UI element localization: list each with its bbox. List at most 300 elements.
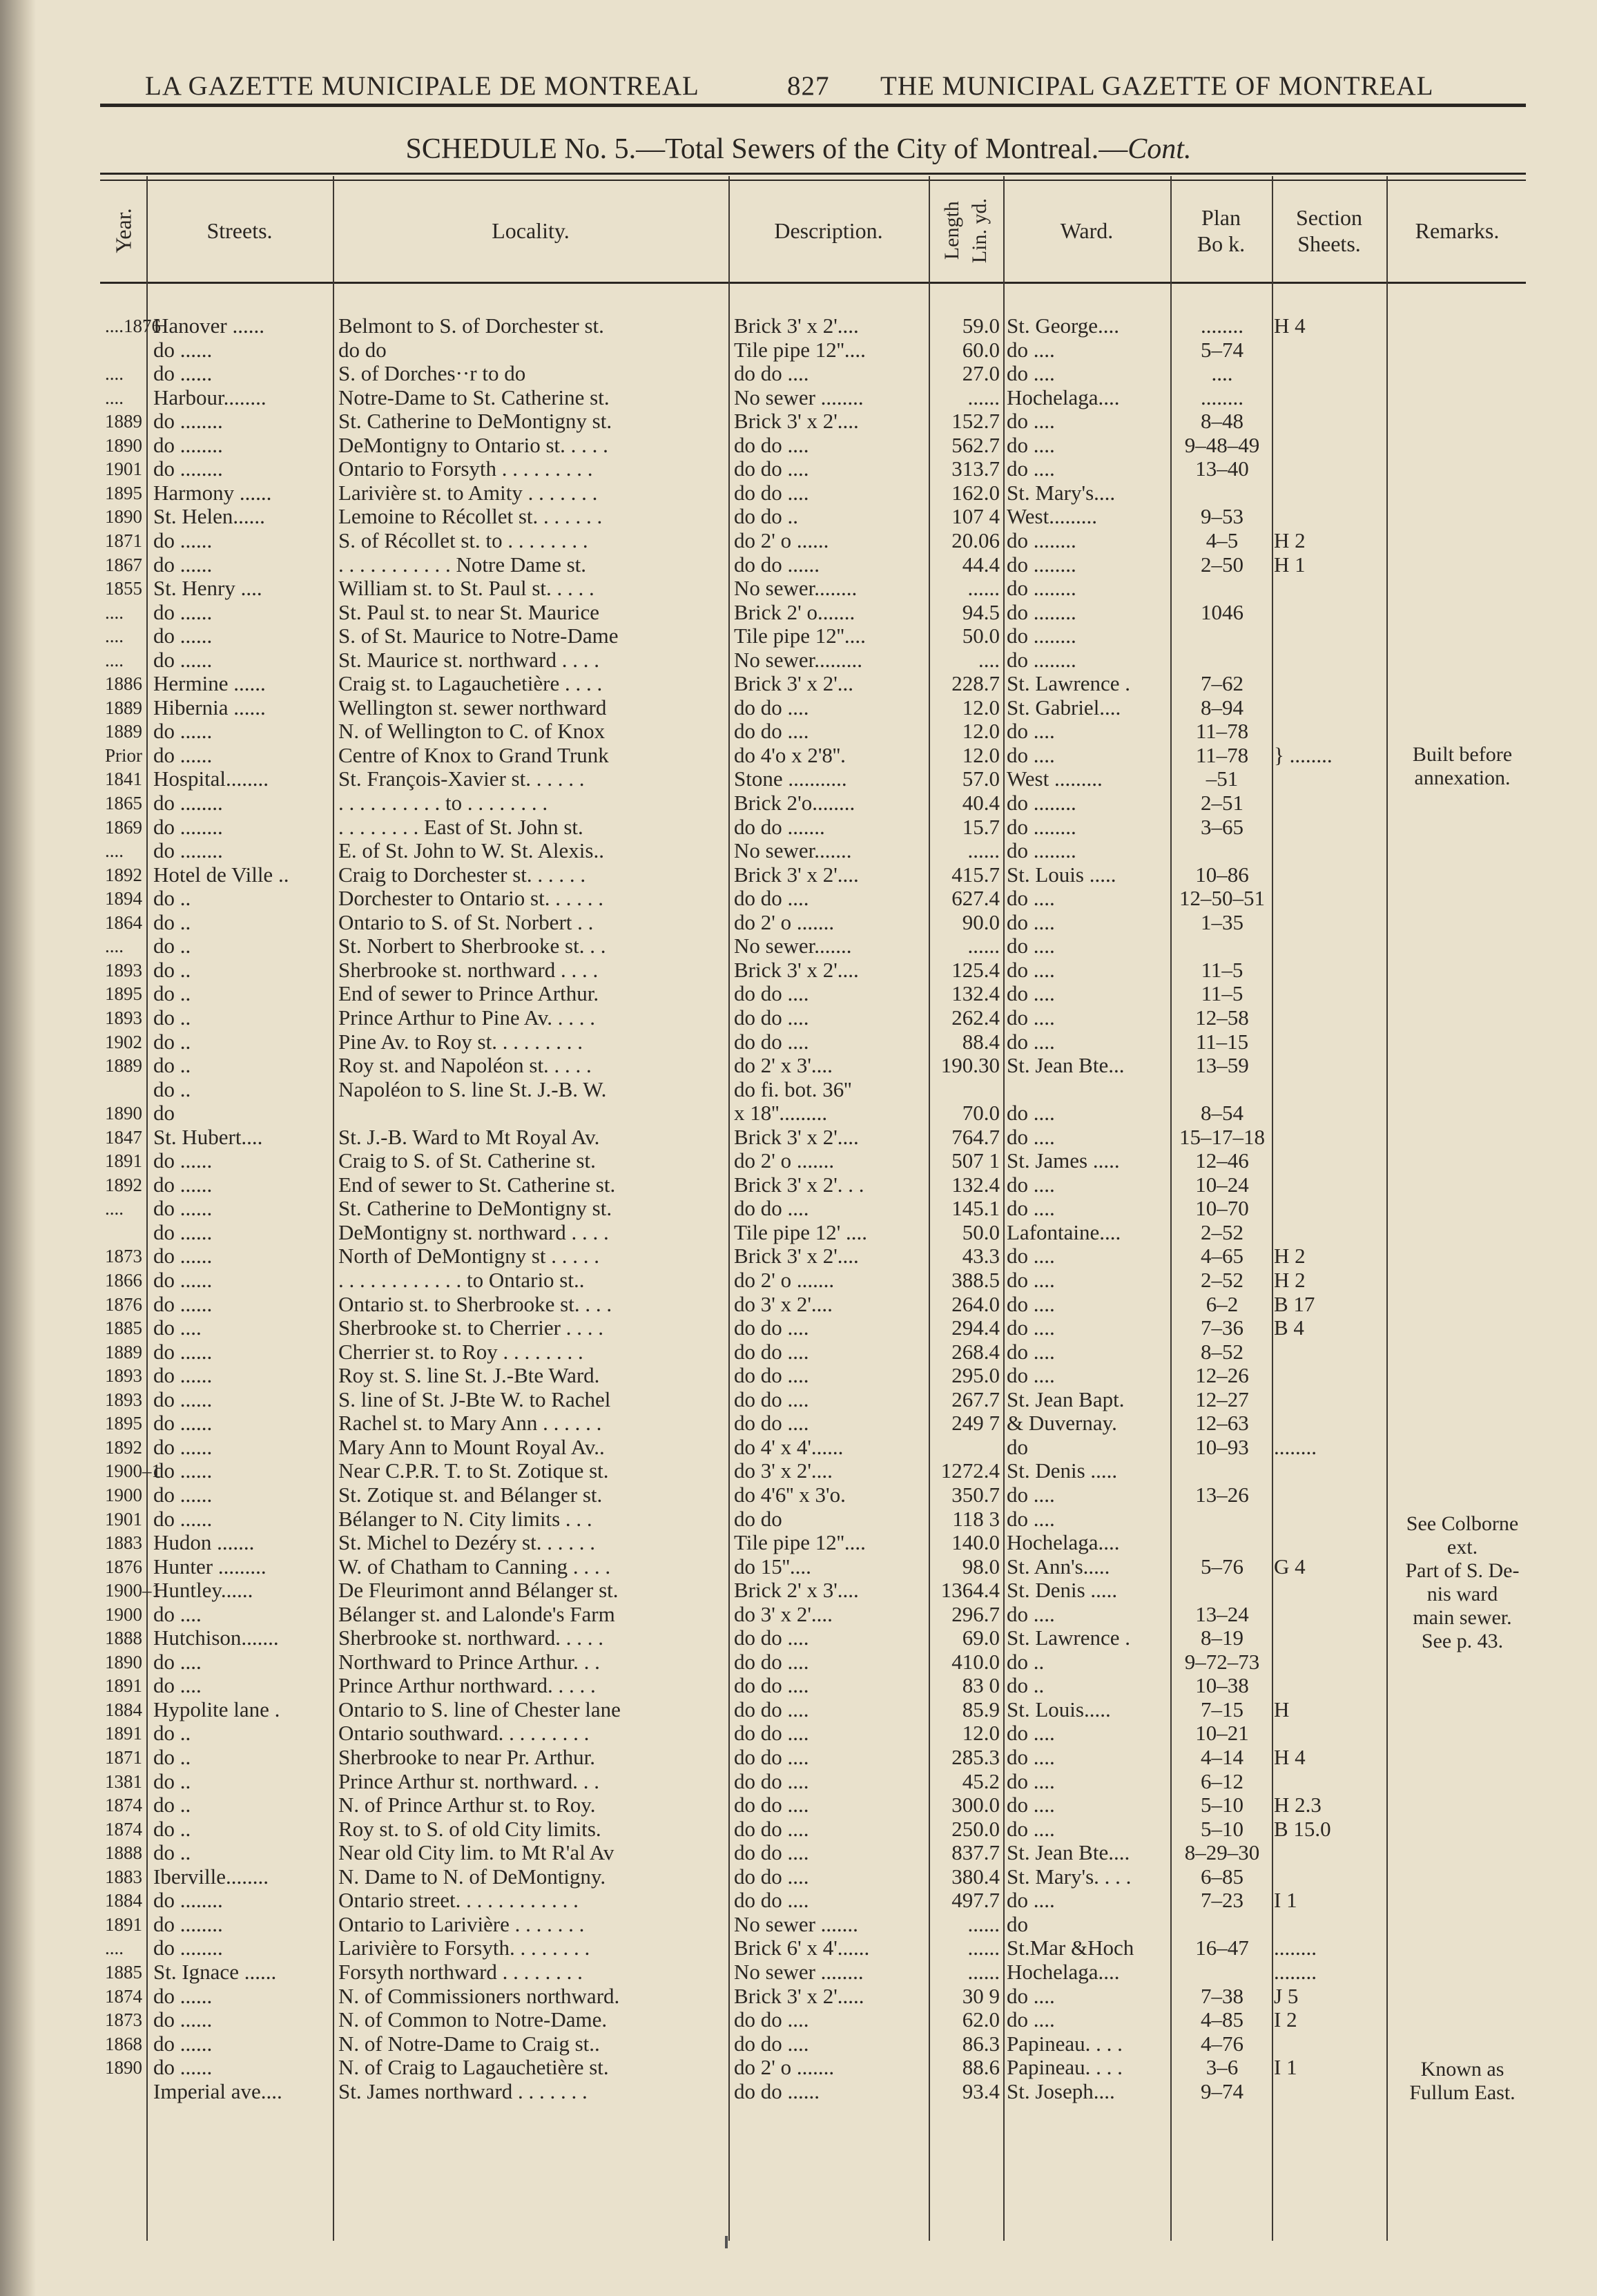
description-cell: do do ...... — [734, 2079, 820, 2103]
year-cell: 1902 — [105, 1032, 142, 1052]
plan-cell: 4–65 — [1201, 1244, 1243, 1268]
table-row — [0, 958, 1597, 982]
street-cell: do .. — [153, 910, 191, 934]
table-row — [0, 1483, 1597, 1507]
description-cell: Brick 3' x 2'.... — [734, 313, 859, 338]
table-row — [0, 1721, 1597, 1745]
street-cell: St. Henry .... — [153, 576, 262, 600]
description-cell: do 2' o ....... — [734, 2055, 835, 2079]
street-cell: Imperial ave.... — [153, 2079, 282, 2103]
section-cell: B 17 — [1274, 1292, 1315, 1316]
locality-cell: St. Michel to Dezéry st. . . . . . — [338, 1530, 595, 1554]
ward-cell: do .... — [1007, 1101, 1055, 1125]
description-cell: do 3' x 2'.... — [734, 1292, 833, 1316]
description-cell: Brick 3' x 2'..... — [734, 1984, 864, 2008]
table-row — [0, 338, 1597, 362]
street-cell: St. Ignace ...... — [153, 1960, 277, 1984]
street-cell: do ...... — [153, 1196, 213, 1220]
locality-cell: Lemoine to Récollet st. . . . . . . — [338, 504, 603, 528]
street-cell: Huntley...... — [153, 1578, 253, 1602]
year-cell: 1883 — [105, 1532, 142, 1553]
locality-cell: Dorchester to Ontario st. . . . . . — [338, 886, 603, 910]
length-cell: 262.4 — [951, 1005, 1000, 1030]
table-row — [0, 1936, 1597, 1960]
section-cell: I 1 — [1274, 1888, 1297, 1912]
description-cell: do do .... — [734, 719, 809, 743]
section-cell: J 5 — [1274, 1984, 1299, 2008]
plan-cell: 4–14 — [1201, 1745, 1243, 1769]
table-row — [0, 863, 1597, 887]
length-cell: 40.4 — [962, 791, 1000, 815]
year-cell: 1885 — [105, 1962, 142, 1983]
table-header-rule — [100, 282, 1526, 284]
street-cell: do ...... — [153, 743, 213, 767]
description-cell: Brick 2' o....... — [734, 600, 855, 624]
street-cell: do ...... — [153, 1435, 213, 1459]
description-cell: Tile pipe 12''.... — [734, 624, 866, 648]
locality-cell: N. Dame to N. of DeMontigny. — [338, 1864, 606, 1889]
ward-cell: West ......... — [1007, 766, 1103, 791]
year-cell: 1873 — [105, 2009, 142, 2030]
street-cell: St. Helen...... — [153, 504, 265, 528]
ward-cell: do .... — [1007, 1125, 1055, 1149]
table-row — [0, 1865, 1597, 1889]
plan-cell: 3–6 — [1206, 2055, 1239, 2079]
locality-cell: . . . . . . . . . . . . to Ontario st.. — [338, 1268, 585, 1292]
length-cell: 415.7 — [951, 862, 1000, 887]
year-cell: 1900–1 — [105, 1580, 161, 1601]
plan-cell: 2–52 — [1201, 1220, 1243, 1244]
length-cell: 45.2 — [962, 1769, 1000, 1793]
street-cell: do .... — [153, 1602, 202, 1626]
length-cell: 562.7 — [951, 433, 1000, 457]
locality-cell: Roy st. S. line St. J.-Bte Ward. — [338, 1363, 600, 1387]
locality-cell: Sherbrooke st. northward . . . . — [338, 958, 599, 982]
year-cell: .... — [105, 650, 124, 671]
year-cell: 1874 — [105, 1795, 142, 1815]
locality-cell: Cherrier st. to Roy . . . . . . . . — [338, 1340, 583, 1364]
ward-cell: do ........ — [1007, 624, 1076, 648]
year-cell: 1889 — [105, 411, 142, 432]
street-cell: Hermine ...... — [153, 671, 266, 695]
length-cell: 90.0 — [962, 910, 1000, 934]
length-cell: 30 9 — [962, 1984, 1000, 2008]
locality-cell: Craig st. to Lagauchetière . . . . — [338, 671, 603, 695]
ward-cell: do .... — [1007, 1196, 1055, 1220]
description-cell: do 2' o ....... — [734, 1148, 835, 1173]
ward-cell: Hochelaga.... — [1007, 1960, 1120, 1984]
description-cell: do do .... — [734, 1363, 809, 1387]
description-cell: do do .... — [734, 1745, 809, 1769]
locality-cell: Ontario to Larivière . . . . . . . — [338, 1912, 585, 1936]
description-cell: do do .... — [734, 1411, 809, 1435]
ward-cell: St. Denis ..... — [1007, 1458, 1118, 1483]
remark-see-colborne: See Colborne ext. Part of S. De- nis ward main sewer. See p. 43. — [1405, 1512, 1520, 1652]
length-cell: 83 0 — [962, 1673, 1000, 1697]
street-cell: do ...... — [153, 361, 213, 385]
year-cell: 1871 — [105, 1747, 142, 1768]
plan-cell: .... — [1211, 361, 1233, 385]
locality-cell: St. Norbert to Sherbrooke st. . . — [338, 934, 606, 958]
ward-cell: St. Jean Bte.... — [1007, 1840, 1130, 1864]
street-cell: do — [153, 1101, 175, 1125]
length-cell: 118 3 — [952, 1507, 1000, 1531]
plan-cell: 16–47 — [1195, 1936, 1249, 1960]
length-cell: 94.5 — [962, 600, 1000, 624]
locality-cell: N. of Notre-Dame to Craig st.. — [338, 2032, 600, 2056]
street-cell: Iberville........ — [153, 1864, 269, 1889]
table-row — [0, 1126, 1597, 1149]
length-cell: 627.4 — [951, 886, 1000, 910]
plan-cell: 5–10 — [1201, 1793, 1243, 1817]
locality-cell: S. line of St. J-Bte W. to Rachel — [338, 1387, 611, 1411]
description-cell: Tile pipe 12''.... — [734, 338, 866, 362]
locality-cell: Notre-Dame to St. Catherine st. — [338, 385, 610, 409]
plan-cell: 13–26 — [1195, 1483, 1249, 1507]
year-cell: 1895 — [105, 1413, 142, 1434]
year-cell: .... — [105, 363, 124, 384]
locality-cell: Ontario to S. line of Chester lane — [338, 1697, 621, 1721]
locality-cell: N. of Prince Arthur st. to Roy. — [338, 1793, 596, 1817]
plan-cell: 9–48–49 — [1184, 433, 1260, 457]
table-row — [0, 672, 1597, 695]
year-cell: 1867 — [105, 554, 142, 575]
plan-cell: 1–35 — [1201, 910, 1243, 934]
year-cell: 1886 — [105, 673, 142, 694]
year-cell: 1885 — [105, 1318, 142, 1338]
table-row — [0, 720, 1597, 743]
section-cell: ........ — [1274, 1936, 1317, 1960]
length-cell: 249 7 — [951, 1411, 1000, 1435]
year-cell: 1884 — [105, 1699, 142, 1720]
street-cell: do ...... — [153, 1244, 213, 1268]
table-row — [0, 601, 1597, 624]
length-cell: 12.0 — [962, 743, 1000, 767]
locality-cell: Roy st. to S. of old City limits. — [338, 1817, 601, 1841]
locality-cell: Prince Arthur st. northward. . . — [338, 1769, 599, 1793]
locality-cell: Sherbrooke to near Pr. Arthur. — [338, 1745, 595, 1769]
ward-cell: St.Mar &Hoch — [1007, 1936, 1134, 1960]
year-cell: 1900–1 — [105, 1460, 161, 1481]
street-cell: Hypolite lane . — [153, 1697, 280, 1721]
length-cell: 296.7 — [951, 1602, 1000, 1626]
length-cell: 125.4 — [951, 958, 1000, 982]
table-row — [0, 791, 1597, 815]
ward-cell: do .... — [1007, 1745, 1055, 1769]
length-cell: 27.0 — [962, 361, 1000, 385]
locality-cell: Near C.P.R. T. to St. Zotique st. — [338, 1458, 609, 1483]
street-cell: do .. — [153, 1053, 191, 1077]
ward-cell: St. Joseph.... — [1007, 2079, 1115, 2103]
plan-cell: 11–5 — [1201, 958, 1243, 982]
street-cell: do .. — [153, 1077, 191, 1101]
length-cell: 300.0 — [951, 1793, 1000, 1817]
plan-cell: 12–26 — [1195, 1363, 1249, 1387]
year-cell: 1892 — [105, 865, 142, 885]
length-cell: 62.0 — [962, 2007, 1000, 2032]
description-cell: Brick 2' x 3'.... — [734, 1578, 859, 1602]
section-cell: B 4 — [1274, 1315, 1304, 1340]
locality-cell: DeMontigny to Ontario st. . . . . — [338, 433, 608, 457]
description-cell: No sewer........ — [734, 576, 858, 600]
street-cell: do ........ — [153, 1936, 223, 1960]
year-cell: .... — [105, 936, 124, 956]
locality-cell: Napoléon to S. line St. J.-B. W. — [338, 1077, 607, 1101]
length-cell: 764.7 — [951, 1125, 1000, 1149]
length-cell: 50.0 — [962, 624, 1000, 648]
street-cell: do ...... — [153, 648, 213, 672]
year-cell: 1893 — [105, 1365, 142, 1386]
length-cell: ...... — [967, 1960, 1000, 1984]
table-row — [0, 1006, 1597, 1030]
length-cell: 228.7 — [951, 671, 1000, 695]
description-cell: No sewer ........ — [734, 1960, 864, 1984]
description-cell: do do .... — [734, 2032, 809, 2056]
ward-cell: do .... — [1007, 1769, 1055, 1793]
description-cell: do 3' x 2'.... — [734, 1458, 833, 1483]
locality-cell: Ontario street. . . . . . . . . . . . — [338, 1888, 579, 1912]
plan-cell: 7–62 — [1201, 671, 1243, 695]
street-cell: do .... — [153, 1673, 202, 1697]
description-cell: do do .... — [734, 695, 809, 720]
year-cell: 1871 — [105, 530, 142, 551]
plan-cell: 8–19 — [1201, 1625, 1243, 1650]
locality-cell: Larivière st. to Amity . . . . . . . — [338, 481, 598, 505]
plan-cell: 6–12 — [1201, 1769, 1243, 1793]
street-cell: do ........ — [153, 815, 223, 839]
locality-cell: . . . . . . . . . . . Notre Dame st. — [338, 552, 587, 577]
plan-cell: 8–48 — [1201, 409, 1243, 433]
plan-cell: 13–24 — [1195, 1602, 1249, 1626]
col-locality: Locality. — [492, 218, 570, 243]
table-row — [0, 1555, 1597, 1579]
ward-cell: do .... — [1007, 409, 1055, 433]
locality-cell: St. James northward . . . . . . . — [338, 2079, 588, 2103]
year-cell: 1874 — [105, 1819, 142, 1840]
locality-cell: De Fleurimont annd Bélanger st. — [338, 1578, 619, 1602]
plan-cell: 10–38 — [1195, 1673, 1249, 1697]
locality-cell: St. Zotique st. and Bélanger st. — [338, 1483, 603, 1507]
plan-cell: 10–70 — [1195, 1196, 1249, 1220]
locality-cell: DeMontigny st. northward . . . . — [338, 1220, 609, 1244]
ward-cell: Hochelaga.... — [1007, 385, 1120, 409]
description-cell: Brick 3' x 2'.... — [734, 958, 859, 982]
ward-cell: St. Lawrence . — [1007, 1625, 1131, 1650]
length-cell: 350.7 — [951, 1483, 1000, 1507]
description-cell: No sewer......... — [734, 648, 862, 672]
street-cell: do .. — [153, 1721, 191, 1745]
street-cell: do .. — [153, 1769, 191, 1793]
street-cell: Hanover ...... — [153, 313, 264, 338]
street-cell: Hibernia ...... — [153, 695, 266, 720]
plan-cell: 11–78 — [1195, 719, 1249, 743]
length-cell: 295.0 — [951, 1363, 1000, 1387]
table-row — [0, 1436, 1597, 1459]
length-cell: 57.0 — [962, 766, 1000, 791]
locality-cell: St. Maurice st. northward . . . . — [338, 648, 599, 672]
description-cell: No sewer ....... — [734, 1912, 858, 1936]
table-row — [0, 1889, 1597, 1912]
length-cell: 294.4 — [951, 1315, 1000, 1340]
description-cell: do do .... — [734, 1673, 809, 1697]
ward-cell: Papineau. . . . — [1007, 2032, 1123, 2056]
ward-cell: do .... — [1007, 1602, 1055, 1626]
table-row — [0, 1459, 1597, 1483]
locality-cell: Prince Arthur to Pine Av. . . . . — [338, 1005, 595, 1030]
description-cell: Stone ........... — [734, 766, 847, 791]
plan-cell: 7–36 — [1201, 1315, 1243, 1340]
street-cell: do ...... — [153, 1148, 213, 1173]
length-cell: 15.7 — [962, 815, 1000, 839]
year-cell: 1855 — [105, 578, 142, 599]
table-row — [0, 1698, 1597, 1721]
ward-cell: do ........ — [1007, 528, 1076, 552]
length-cell: 43.3 — [962, 1244, 1000, 1268]
length-cell: 388.5 — [951, 1268, 1000, 1292]
table-row — [0, 1030, 1597, 1054]
description-cell: do do .... — [734, 1625, 809, 1650]
ward-cell: Lafontaine.... — [1007, 1220, 1121, 1244]
ward-cell: do .... — [1007, 934, 1055, 958]
description-cell: do do .... — [734, 456, 809, 481]
plan-cell: 8–29–30 — [1184, 1840, 1260, 1864]
description-cell: do 15''.... — [734, 1554, 811, 1579]
locality-cell: Craig to S. of St. Catherine st. — [338, 1148, 596, 1173]
table-row — [0, 1507, 1597, 1531]
col-ward: Ward. — [1060, 218, 1114, 243]
ward-cell: St. George.... — [1007, 313, 1120, 338]
plan-cell: 5–76 — [1201, 1554, 1243, 1579]
schedule-title — [0, 133, 1597, 166]
description-cell: do do .... — [734, 1888, 809, 1912]
ward-cell: do ........ — [1007, 815, 1076, 839]
plan-cell: 4–5 — [1206, 528, 1239, 552]
description-cell: No sewer....... — [734, 934, 852, 958]
locality-cell: Northward to Prince Arthur. . . — [338, 1650, 600, 1674]
table-row — [0, 1054, 1597, 1077]
locality-cell: Centre of Knox to Grand Trunk — [338, 743, 609, 767]
table-row — [0, 2056, 1597, 2079]
table-row — [0, 505, 1597, 528]
description-cell: No sewer ........ — [734, 385, 864, 409]
plan-cell: 4–76 — [1201, 2032, 1243, 2056]
locality-cell: St. Paul st. to near St. Maurice — [338, 600, 599, 624]
table-row — [0, 1221, 1597, 1244]
ward-cell: do .... — [1007, 1793, 1055, 1817]
year-cell: 1889 — [105, 1055, 142, 1076]
ward-cell: do .. — [1007, 1650, 1045, 1674]
ward-cell: do .... — [1007, 361, 1055, 385]
col-section-b: Sheets. — [1297, 231, 1361, 256]
table-row — [0, 1364, 1597, 1387]
ward-cell: do .... — [1007, 719, 1055, 743]
description-cell: Tile pipe 12' .... — [734, 1220, 868, 1244]
ward-cell: do .... — [1007, 981, 1055, 1005]
locality-cell: Larivière to Forsyth. . . . . . . . — [338, 1936, 590, 1960]
length-cell: 85.9 — [962, 1697, 1000, 1721]
street-cell: do ...... — [153, 600, 213, 624]
locality-cell: Sherbrooke st. to Cherrier . . . . — [338, 1315, 603, 1340]
plan-cell: ........ — [1201, 385, 1243, 409]
length-cell: 268.4 — [951, 1340, 1000, 1364]
description-cell: do 3' x 2'.... — [734, 1602, 833, 1626]
year-cell: 1876 — [105, 1556, 142, 1577]
year-cell: 1847 — [105, 1127, 142, 1148]
ward-cell: St. Louis ..... — [1007, 862, 1116, 887]
locality-cell: S. of St. Maurice to Notre-Dame — [338, 624, 619, 648]
year-cell: 1883 — [105, 1866, 142, 1887]
length-cell: 837.7 — [951, 1840, 1000, 1864]
plan-cell: 11–5 — [1201, 981, 1243, 1005]
ward-cell: do .... — [1007, 1005, 1055, 1030]
year-cell: 1841 — [105, 769, 142, 789]
year-cell: 1888 — [105, 1842, 142, 1863]
table-row — [0, 1101, 1597, 1125]
plan-cell: 8–94 — [1201, 695, 1243, 720]
plan-cell: 6–85 — [1201, 1864, 1243, 1889]
locality-cell: Forsyth northward . . . . . . . . — [338, 1960, 583, 1984]
ward-cell: do .... — [1007, 1483, 1055, 1507]
description-cell: do do ....... — [734, 815, 825, 839]
street-cell: do .. — [153, 1745, 191, 1769]
locality-cell: Bélanger st. and Lalonde's Farm — [338, 1602, 615, 1626]
length-cell: 190.30 — [940, 1053, 1000, 1077]
year-cell: 1895 — [105, 983, 142, 1004]
table-row — [0, 982, 1597, 1005]
ward-cell: do .... — [1007, 1030, 1055, 1054]
year-cell: 1873 — [105, 1246, 142, 1266]
year-cell: 1891 — [105, 1150, 142, 1171]
street-cell: do ...... — [153, 1458, 213, 1483]
locality-cell: N. of Craig to Lagauchetière st. — [338, 2055, 609, 2079]
ward-cell: St. Gabriel.... — [1007, 695, 1121, 720]
length-cell: 313.7 — [951, 456, 1000, 481]
plan-cell: 12–63 — [1195, 1411, 1249, 1435]
description-cell: Brick 2'o........ — [734, 791, 855, 815]
table-row — [0, 1411, 1597, 1435]
length-cell: 507 1 — [951, 1148, 1000, 1173]
ward-cell: do .... — [1007, 1888, 1055, 1912]
description-cell: do do .... — [734, 981, 809, 1005]
plan-cell: 2–50 — [1201, 552, 1243, 577]
locality-cell: Mary Ann to Mount Royal Av.. — [338, 1435, 605, 1459]
year-cell: 1900 — [105, 1485, 142, 1505]
street-cell: St. Hubert.... — [153, 1125, 263, 1149]
locality-cell: N. of Wellington to C. of Knox — [338, 719, 606, 743]
street-cell: do ...... — [153, 1411, 213, 1435]
running-header — [100, 64, 1522, 105]
ward-cell: do .... — [1007, 910, 1055, 934]
header-left: LA GAZETTE MUNICIPALE DE MONTREAL — [145, 71, 699, 101]
locality-cell: Wellington st. sewer northward — [338, 695, 607, 720]
length-cell: 1272.4 — [940, 1458, 1000, 1483]
table-row — [0, 624, 1597, 648]
description-cell: do do .... — [734, 1793, 809, 1817]
length-cell: 140.0 — [951, 1530, 1000, 1554]
description-cell: do do .... — [734, 1387, 809, 1411]
street-cell: do .. — [153, 886, 191, 910]
plan-cell: 8–54 — [1201, 1101, 1243, 1125]
year-cell: 1893 — [105, 960, 142, 981]
table-row — [0, 934, 1597, 958]
description-cell: do do .... — [734, 1315, 809, 1340]
description-cell: do do .... — [734, 433, 809, 457]
length-cell: 145.1 — [951, 1196, 1000, 1220]
street-cell: do ...... — [153, 1220, 213, 1244]
description-cell: do 4'6'' x 3'o. — [734, 1483, 846, 1507]
table-row — [0, 1149, 1597, 1173]
section-cell: H 2.3 — [1274, 1793, 1322, 1817]
